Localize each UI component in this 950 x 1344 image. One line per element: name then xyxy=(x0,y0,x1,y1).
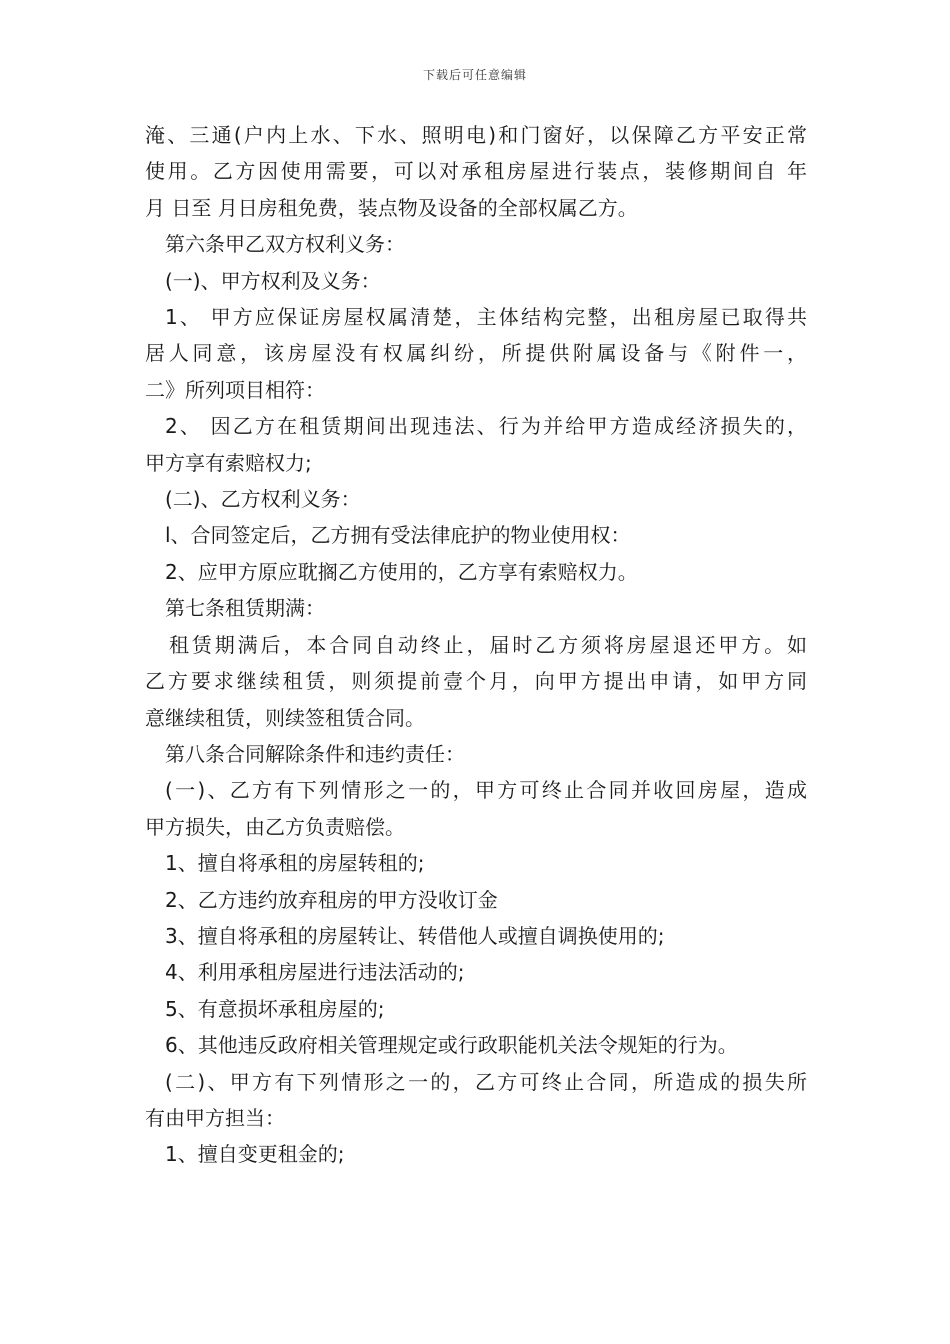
text-line: 有由甲方担当： xyxy=(145,1105,285,1130)
list-item: 1、擅自变更租金的; xyxy=(165,1142,345,1167)
text-line: 租赁期满后，本合同自动终止，届时乙方须将房屋退还甲方。如 xyxy=(169,632,807,657)
text-line: 1、 甲方应保证房屋权属清楚，主体结构完整，出租房屋已取得共 xyxy=(165,305,807,330)
list-item: 2、乙方违约放弃租房的甲方没收订金 xyxy=(165,887,498,912)
text-line: 月 日至 月日房租免费，装点物及设备的全部权属乙方。 xyxy=(145,195,638,220)
text-line: 使用。乙方因使用需要，可以对承租房屋进行装点，装修期间自 年 xyxy=(145,159,807,184)
section-heading: 第七条租赁期满： xyxy=(165,596,325,621)
list-item: 3、擅自将承租的房屋转让、转借他人或擅自调换使用的; xyxy=(165,923,665,948)
list-item: 1、擅自将承租的房屋转租的; xyxy=(165,851,425,876)
page-header: 下载后可任意编辑 xyxy=(422,68,527,82)
list-item: 4、利用承租房屋进行违法活动的; xyxy=(165,960,465,985)
section-heading: 第六条甲乙双方权利义务： xyxy=(165,232,405,257)
list-item: 2、应甲方原应耽搁乙方使用的，乙方享有索赔权力。 xyxy=(165,559,638,584)
text-line: 淹、三通(户内上水、下水、照明电)和门窗好，以保障乙方平安正常 xyxy=(145,123,807,147)
subsection-heading: (一)、乙方有下列情形之一的，甲方可终止合同并收回房屋，造成 xyxy=(165,778,807,803)
list-item: 6、其他违反政府相关管理规定或行政职能机关法令规矩的行为。 xyxy=(165,1033,738,1058)
subsection-heading: (一)、甲方权利及义务： xyxy=(165,268,381,293)
subsection-heading: (二)、乙方权利义务： xyxy=(165,487,361,512)
text-line: 居人同意，该房屋没有权属纠纷，所提供附属设备与《附件一， xyxy=(145,341,807,366)
text-line: 甲方享有索赔权力; xyxy=(145,450,312,475)
list-item: 5、有意损坏承租房屋的; xyxy=(165,996,385,1021)
list-item: l、合同签定后，乙方拥有受法律庇护的物业使用权： xyxy=(165,523,631,548)
section-heading: 第八条合同解除条件和违约责任： xyxy=(165,741,465,766)
subsection-heading: (二)、甲方有下列情形之一的，乙方可终止合同，所造成的损失所 xyxy=(165,1069,807,1094)
text-line: 意继续租赁，则续签租赁合同。 xyxy=(145,705,425,730)
text-line: 甲方损失，由乙方负责赔偿。 xyxy=(145,814,405,839)
text-line: 2、 因乙方在租赁期间出现违法、行为并给甲方造成经济损失的， xyxy=(165,414,807,439)
text-line: 二》所列项目相符： xyxy=(145,377,325,402)
contract-body xyxy=(145,117,807,1173)
text-line: 乙方要求继续租赁，则须提前壹个月，向甲方提出申请，如甲方同 xyxy=(145,669,807,694)
